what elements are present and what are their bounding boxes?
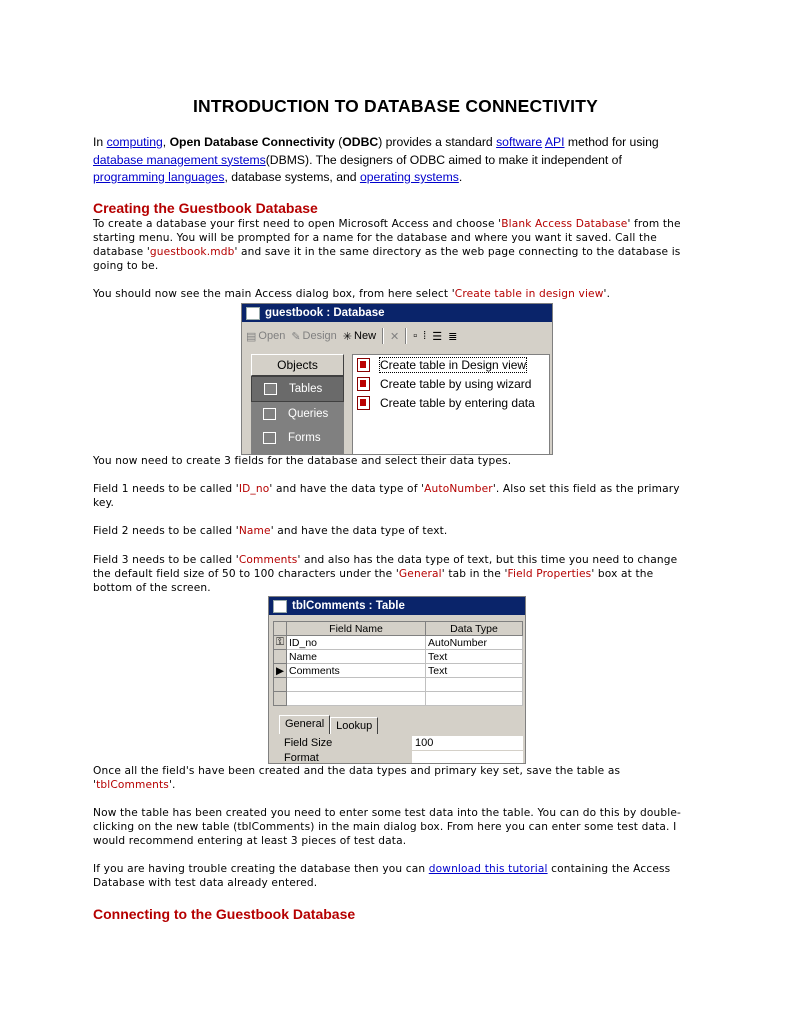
field-grid xyxy=(273,621,523,706)
small-icons-button[interactable] xyxy=(423,330,426,342)
table-row-empty[interactable] xyxy=(274,678,523,692)
paragraph-field-3: Field 3 needs to be called 'Comments' and also has the data type of text, but this time you need to change the default field size of 50 to 100 characters under the 'General' tab in the 'Field Properties' box at the bottom of the screen. xyxy=(93,554,678,594)
paragraph-field-1: Field 1 needs to be called 'ID_no' and have the data type of 'AutoNumber'. Also set this field as the primary key. xyxy=(93,483,680,509)
column-header-field-name: Field Name xyxy=(287,622,426,636)
section-heading-creating: Creating the Guestbook Database xyxy=(93,200,318,216)
field-properties-tabs xyxy=(279,717,378,734)
page-title: INTRODUCTION TO DATABASE CONNECTIVITY xyxy=(192,96,599,116)
list-view-icon: ☰ xyxy=(432,330,443,343)
open-button[interactable]: ▤ Open xyxy=(246,330,286,343)
link-operating-systems[interactable]: operating systems xyxy=(359,170,459,184)
objects-item-tables[interactable]: Tables xyxy=(251,376,344,402)
table-row-empty[interactable] xyxy=(274,692,523,706)
format-input[interactable] xyxy=(412,751,523,765)
field-size-input[interactable]: 100 xyxy=(412,736,523,750)
paragraph-download: If you are having trouble creating the database then you can download this tutorial containing the Access Database with test data already entered. xyxy=(93,863,671,889)
database-toolbar xyxy=(242,325,552,347)
paragraph-field-2: Field 2 needs to be called 'Name' and have the data type of text. xyxy=(93,525,448,537)
primary-key-icon: ⚿ xyxy=(274,636,287,650)
list-item-create-wizard[interactable]: Create table by using wizard xyxy=(353,374,549,393)
link-programming-languages[interactable]: programming languages xyxy=(93,170,225,184)
objects-item-forms[interactable]: Forms xyxy=(251,426,344,450)
toolbar-separator xyxy=(382,328,384,344)
wizard-icon xyxy=(357,358,370,372)
table-row[interactable]: ▶ Comments Text xyxy=(274,664,523,678)
table-icon xyxy=(264,383,277,395)
objects-item-queries[interactable]: Queries xyxy=(251,402,344,426)
property-row: Field Size 100 xyxy=(279,735,523,750)
link-dbms[interactable]: database management systems xyxy=(93,152,266,167)
intro-paragraph: In computing, Open Database Connectivity (ODBC) provides a standard software API method for using database management systems(DBMS). The designers of ODBC aimed to make it independent of programming languages, database systems, and operating systems. xyxy=(93,135,659,184)
paragraph-create-fields: You now need to create 3 fields for the database and select their data types. xyxy=(93,455,512,467)
table-window-titlebar: tblComments : Table xyxy=(269,597,525,615)
table-icon xyxy=(273,600,287,613)
delete-button[interactable] xyxy=(390,330,399,343)
list-item-create-entering-data[interactable]: Create table by entering data xyxy=(353,393,549,412)
toolbar-separator xyxy=(405,328,407,344)
field-properties xyxy=(279,735,523,764)
table-design-window-screenshot xyxy=(268,596,526,764)
column-header-data-type: Data Type xyxy=(426,622,523,636)
link-api[interactable]: API xyxy=(544,135,565,149)
database-icon xyxy=(246,307,260,320)
small-icons-icon: ⁞ xyxy=(423,330,427,342)
details-view-button[interactable] xyxy=(448,330,457,343)
form-icon xyxy=(263,432,276,444)
database-window-titlebar: guestbook : Database xyxy=(242,304,552,322)
section-heading-connecting: Connecting to the Guestbook Database xyxy=(93,906,356,922)
objects-header[interactable]: Objects xyxy=(251,354,344,376)
large-icons-icon: ▫ xyxy=(413,330,418,342)
objects-pane xyxy=(251,354,344,455)
odbc-full-name: Open Database Connectivity xyxy=(169,135,335,149)
paragraph-create-database: To create a database your first need to open Microsoft Access and choose 'Blank Access Database' from the starting menu. You will be prompted for a name for the database and where you want it saved. Call the database 'guestbook.mdb' and save it in the same directory as the web page connecting to the database is going to be. xyxy=(93,218,681,272)
object-list xyxy=(352,354,550,455)
paragraph-dialog-box: You should now see the main Access dialog box, from here select 'Create table in design view'. xyxy=(93,288,611,300)
design-button[interactable]: ✎ Design xyxy=(291,330,337,343)
tab-lookup[interactable]: Lookup xyxy=(330,717,378,734)
paragraph-test-data: Now the table has been created you need to enter some test data into the table. You can do this by double-clicking on the new table (tblComments) in the main dialog box. From here you can enter some test data. I would recommend entering at least 3 pieces of test data. xyxy=(93,807,681,847)
link-download-tutorial[interactable]: download this tutorial xyxy=(428,863,548,875)
open-icon: ▤ xyxy=(246,330,257,343)
odbc-acronym: ODBC xyxy=(342,135,379,149)
list-item-create-design-view[interactable]: Create table in Design view xyxy=(353,355,549,374)
delete-icon: ✕ xyxy=(390,330,400,343)
design-icon: ✎ xyxy=(291,330,301,343)
link-software[interactable]: software xyxy=(496,135,543,149)
row-selector-arrow-icon: ▶ xyxy=(274,664,287,678)
link-computing[interactable]: computing xyxy=(106,135,163,149)
database-window-screenshot xyxy=(241,303,553,455)
paragraph-save-table: Once all the field's have been created and the data types and primary key set, save the table as 'tblComments'. xyxy=(93,765,621,791)
table-row[interactable]: ⚿ ID_no AutoNumber xyxy=(274,636,523,650)
property-row: Format xyxy=(279,750,523,764)
wizard-icon xyxy=(357,377,370,391)
new-icon: ✳ xyxy=(342,330,353,343)
details-view-icon: ≣ xyxy=(448,330,458,343)
query-icon xyxy=(263,408,276,420)
new-button[interactable]: ✳ New xyxy=(342,330,377,343)
list-view-button[interactable] xyxy=(432,330,442,343)
large-icons-button[interactable] xyxy=(413,330,417,342)
tab-general[interactable]: General xyxy=(279,715,330,734)
grid-header-row xyxy=(274,622,523,636)
wizard-icon xyxy=(357,396,370,410)
table-row[interactable]: Name Text xyxy=(274,650,523,664)
